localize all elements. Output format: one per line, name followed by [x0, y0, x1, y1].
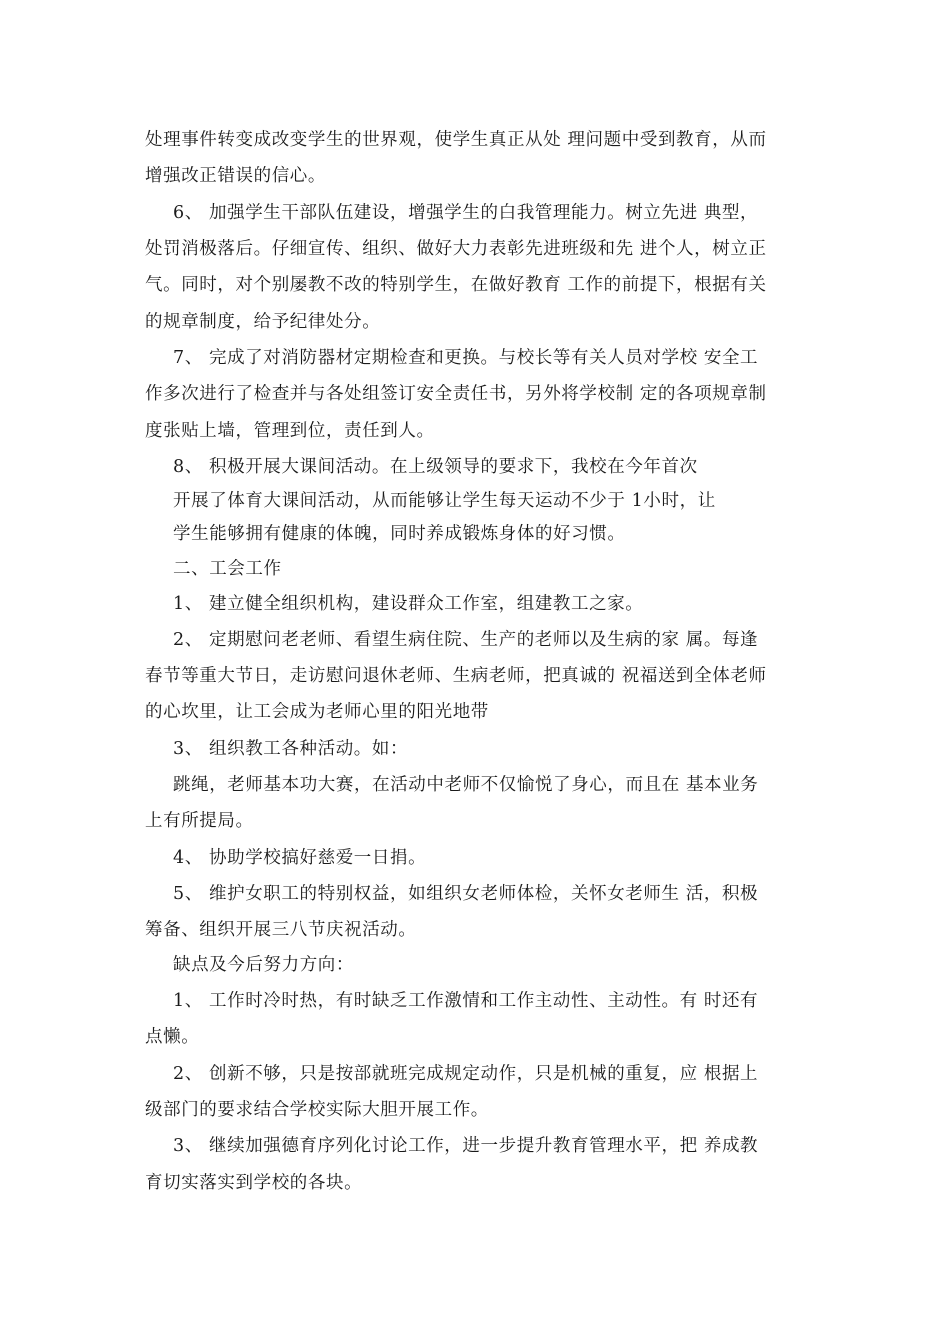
text-line: 气。同时，对个别屡教不改的特别学生，在做好教育 工作的前提下，根据有关	[145, 275, 767, 295]
text-line: 1、 建立健全组织机构，建设群众工作室，组建教工之家。	[173, 594, 644, 614]
text-line: 7、 完成了对消防器材定期检查和更换。与校长等有关人员对学校 安全工	[173, 348, 759, 368]
text-line: 4、 协助学校搞好慈爱一日捐。	[173, 848, 427, 868]
text-line: 筹备、组织开展三八节庆祝活动。	[145, 920, 417, 940]
text-line: 的心坎里，让工会成为老师心里的阳光地带	[145, 702, 489, 722]
text-line: 度张贴上墙，管理到位，责任到人。	[145, 421, 435, 441]
text-line: 5、 维护女职工的特别权益，如组织女老师体检，关怀女老师生 活，积极	[173, 884, 759, 904]
text-line: 8、 积极开展大课间活动。在上级领导的要求下，我校在今年首次	[173, 457, 698, 477]
text-line: 作多次进行了检查并与各处组签订安全责任书，另外将学校制 定的各项规章制	[145, 384, 767, 404]
text-line: 3、 组织教工各种活动。如：	[173, 739, 409, 759]
text-line: 春节等重大节日，走访慰问退休老师、生病老师，把真诚的 祝福送到全体老师	[145, 666, 767, 686]
text-line: 3、 继续加强德育序列化讨论工作，进一步提升教育管理水平，把 养成教	[173, 1136, 759, 1156]
text-line: 6、 加强学生干部队伍建设，增强学生的白我管理能力。树立先进 典型，	[173, 203, 759, 223]
text-line: 育切实落实到学校的各块。	[145, 1173, 363, 1193]
text-line: 2、 定期慰问老老师、看望生病住院、生产的老师以及生病的家 属。每逢	[173, 630, 759, 650]
section-heading: 缺点及今后努力方向：	[173, 955, 354, 975]
text-line: 处理事件转变成改变学生的世界观，使学生真正从处 理问题中受到教育，从而	[145, 130, 767, 150]
text-line: 级部门的要求结合学校实际大胆开展工作。	[145, 1100, 489, 1120]
text-line: 2、 创新不够，只是按部就班完成规定动作，只是机械的重复，应 根据上	[173, 1064, 759, 1084]
text-line: 点懒。	[145, 1027, 200, 1047]
text-line: 1、 工作时冷时热，有时缺乏工作激情和工作主动性、主动性。有 时还有	[173, 991, 759, 1011]
text-line: 开展了体育大课间活动，从而能够让学生每天运动不少于 1小时，让	[173, 491, 716, 511]
text-line: 上有所提局。	[145, 811, 254, 831]
text-line: 学生能够拥有健康的体魄，同时养成锻炼身体的好习惯。	[173, 524, 626, 544]
text-line: 跳绳，老师基本功大赛，在活动中老师不仅愉悦了身心，而且在 基本业务	[173, 775, 759, 795]
section-heading: 二、工会工作	[173, 559, 282, 579]
text-line: 处罚消极落后。仔细宣传、组织、做好大力表彰先进班级和先 进个人，树立正	[145, 239, 767, 259]
text-line: 增强改正错误的信心。	[145, 166, 326, 186]
text-line: 的规章制度，给予纪律处分。	[145, 312, 381, 332]
